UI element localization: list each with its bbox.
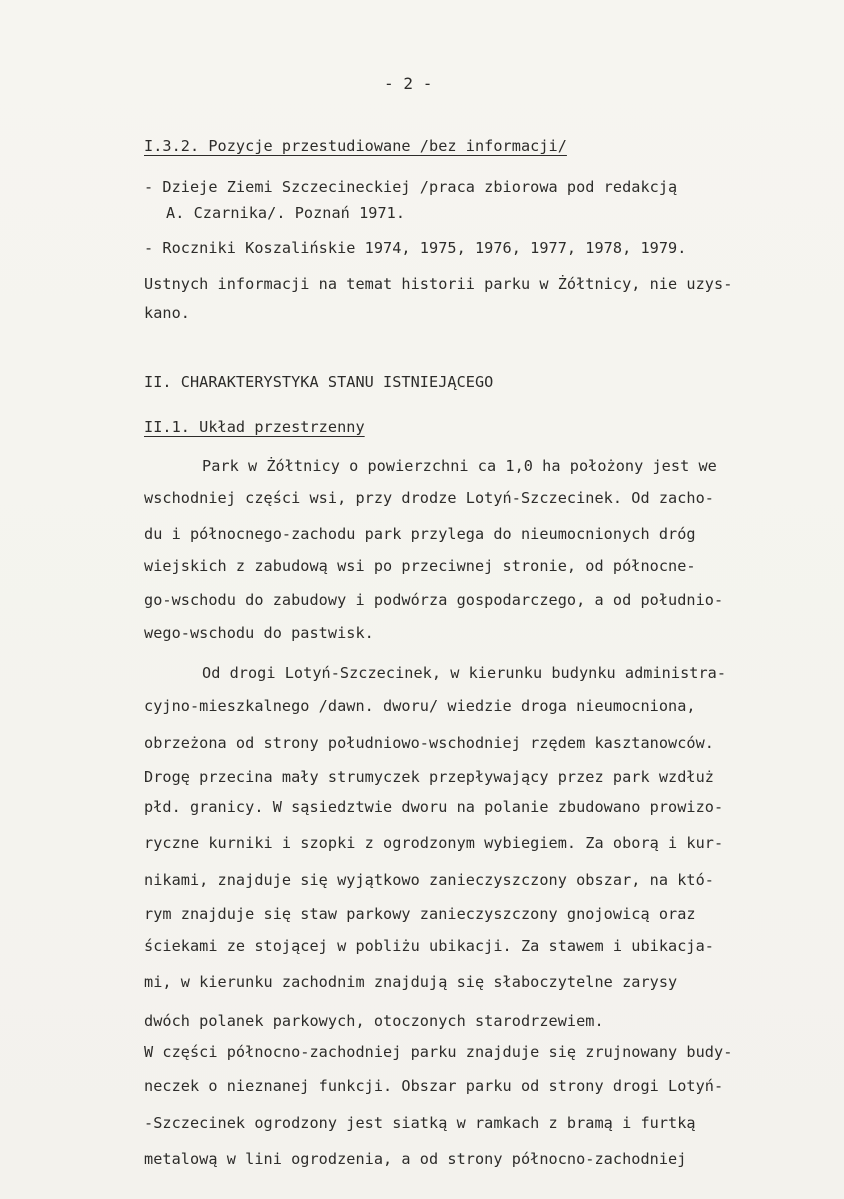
text-line: go-wschodu do zabudowy i podwórza gospodarczego, a od południo- (144, 591, 724, 609)
subsection-heading-2-1: II.1. Układ przestrzenny (144, 418, 365, 436)
text-line: A. Czarnika/. Poznań 1971. (166, 204, 406, 222)
page-number: - 2 - (384, 74, 433, 93)
text-line: płd. granicy. W sąsiedztwie dworu na polanie zbudowano prowizo- (144, 798, 724, 816)
text-line: obrzeżona od strony południowo-wschodniej rzędem kasztanowców. (144, 734, 715, 752)
text-line: - Dzieje Ziemi Szczecineckiej /praca zbiorowa pod redakcją (144, 178, 678, 196)
text-line: Ustnych informacji na temat historii parku w Żółtnicy, nie uzys- (144, 275, 733, 293)
text-line: wschodniej części wsi, przy drodze Lotyń-Szczecinek. Od zacho- (144, 489, 715, 507)
text-line: Park w Żółtnicy o powierzchni ca 1,0 ha położony jest we (202, 457, 717, 475)
text-line: cyjno-mieszkalnego /dawn. dworu/ wiedzie droga nieumocniona, (144, 697, 696, 715)
text-line: metalową w lini ogrodzenia, a od strony północno-zachodniej (144, 1150, 687, 1168)
text-line: neczek o nieznanej funkcji. Obszar parku od strony drogi Lotyń- (144, 1077, 724, 1095)
text-line: Drogę przecina mały strumyczek przepływający przez park wzdłuż (144, 768, 715, 786)
text-line: kano. (144, 304, 190, 322)
text-line: dwóch polanek parkowych, otoczonych starodrzewiem. (144, 1012, 604, 1030)
text-line: rym znajduje się staw parkowy zanieczyszczony gnojowicą oraz (144, 905, 696, 923)
text-line: wiejskich z zabudową wsi po przeciwnej stronie, od północne- (144, 557, 696, 575)
text-line: wego-wschodu do pastwisk. (144, 624, 374, 642)
text-line: mi, w kierunku zachodnim znajdują się słaboczytelne zarysy (144, 973, 678, 991)
text-line: - Roczniki Koszalińskie 1974, 1975, 1976, 1977, 1978, 1979. (144, 239, 687, 257)
section-heading-2: II. CHARAKTERYSTYKA STANU ISTNIEJĄCEGO (144, 373, 494, 391)
text-line: -Szczecinek ogrodzony jest siatką w ramkach z bramą i furtką (144, 1114, 696, 1132)
text-line: ściekami ze stojącej w pobliżu ubikacji. Za stawem i ubikacja- (144, 937, 715, 955)
text-line: du i północnego-zachodu park przylega do nieumocnionych dróg (144, 525, 696, 543)
section-heading-1-3-2: I.3.2. Pozycje przestudiowane /bez informacji/ (144, 137, 567, 155)
text-line: nikami, znajduje się wyjątkowo zanieczyszczony obszar, na któ- (144, 871, 715, 889)
text-line: W części północno-zachodniej parku znajduje się zrujnowany budy- (144, 1043, 733, 1061)
text-line: Od drogi Lotyń-Szczecinek, w kierunku budynku administra- (202, 664, 727, 682)
text-line: ryczne kurniki i szopki z ogrodzonym wybiegiem. Za oborą i kur- (144, 834, 724, 852)
